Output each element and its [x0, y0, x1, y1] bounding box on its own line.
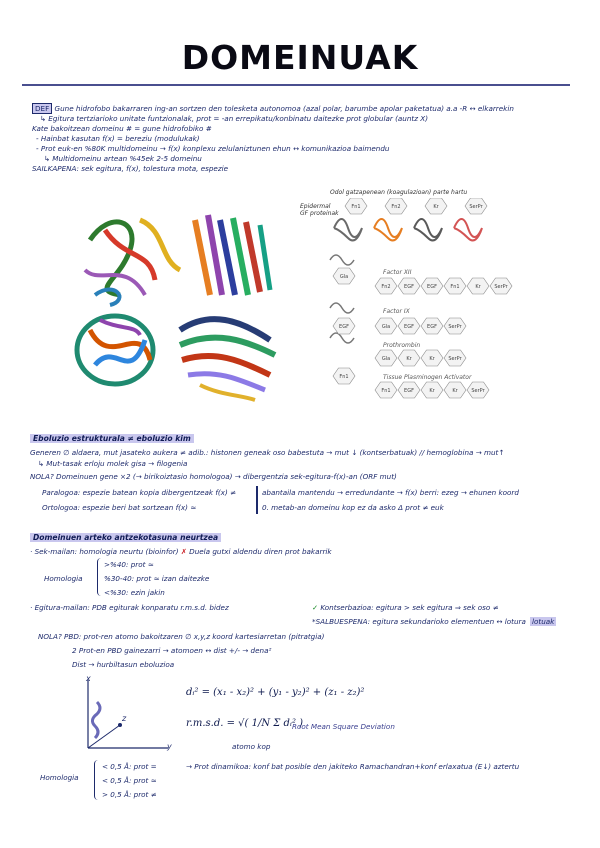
bracket-divider [256, 486, 258, 514]
tpa-label: Tissue Plasminogen Activator [383, 374, 472, 381]
atom-kop-label: atomo kop [232, 742, 271, 751]
nola-line-2: 2 Prot-en PBD gainezarri → atomoen ↔ dist +/- → dena² [72, 646, 272, 655]
coag-domain-hex [398, 278, 420, 294]
axis-z-label: z [122, 714, 127, 723]
prothrombin-label: Prothrombin [383, 342, 421, 349]
salbuespena-text: *SALBUESPENA: egitura sekundarioko elementuen ↔ lotura [312, 617, 526, 626]
top-domain-ribbon [414, 219, 442, 240]
rmsd-lhs: r.m.s.d. = [186, 718, 235, 729]
svg-text:Kr: Kr [429, 388, 435, 394]
coag-domain-hex [398, 382, 420, 398]
svg-text:Gla: Gla [381, 324, 391, 330]
svg-text:Kr: Kr [429, 356, 435, 362]
svg-text:SerPr: SerPr [469, 204, 483, 210]
svg-text:Fn1: Fn1 [339, 374, 349, 380]
x-mark-icon: ✗ [180, 547, 187, 556]
svg-text:Kr: Kr [452, 388, 458, 394]
factor-ix-label: Factor IX [383, 308, 410, 315]
svg-text:Kr: Kr [433, 204, 439, 210]
coag-domain-hex [467, 382, 489, 398]
salbuespena-highlight: lotuak [532, 617, 555, 626]
rmsd-range-1: < 0,5 Å: prot = [102, 762, 157, 771]
top-domain-hex [345, 198, 367, 214]
protein-ribbon-figures [70, 200, 290, 410]
rmsd-formula [186, 718, 303, 729]
side-domain-hex [333, 318, 355, 334]
intro-line-1 [32, 104, 514, 113]
struct-level-text: · Egitura-mailan: PDB egiturak konparatu r.m.s.d. bidez [30, 603, 229, 612]
svg-text:Fn1: Fn1 [351, 204, 361, 210]
svg-text:EGF: EGF [404, 284, 414, 290]
evolution-right-1-text: abantaila mantendu → erredundante → f(x) berri: ezeg → ehunen koord [262, 488, 519, 497]
svg-text:Fn2: Fn2 [391, 204, 401, 210]
side-domain-ribbon [330, 333, 354, 343]
coag-domain-hex [375, 278, 397, 294]
intro-line-4: - Hainbat kasutan f(x) = bereziu (modulukak) [36, 134, 200, 143]
protein-ribbon-3 [77, 316, 153, 384]
factor-xii-label: Factor XII [383, 269, 412, 276]
coag-domain-hex [444, 382, 466, 398]
coag-domain-hex [421, 350, 443, 366]
top-domain-ribbon [374, 219, 402, 240]
svg-text:Kr: Kr [475, 284, 481, 290]
coag-domain-hex [421, 382, 443, 398]
page-title: DOMEINUAK [181, 38, 419, 77]
intro-line-7: SAILKAPENA: sek egitura, f(x), tolestura mota, espezie [32, 164, 229, 173]
seq-note: Duela gutxi aldendu diren prot bakarrik [189, 547, 332, 556]
top-domain-ribbon [334, 219, 362, 240]
svg-text:Kr: Kr [406, 356, 412, 362]
svg-text:EGF: EGF [404, 324, 414, 330]
svg-text:SerPr: SerPr [448, 356, 462, 362]
homologia2-label: Homologia [40, 773, 79, 782]
rmsd-range-2: < 0,5 Å: prot ≃ [102, 776, 157, 785]
top-domain-hex [425, 198, 447, 214]
coag-domain-hex [398, 350, 420, 366]
svg-text:Fn1: Fn1 [381, 388, 391, 394]
rmsd-range-3: > 0,5 Å: prot ≠ [102, 790, 157, 799]
protein-ribbon-4 [180, 319, 275, 400]
coag-domain-hex [421, 278, 443, 294]
seq-level-text: · Sek-mailan: homologia neurtu (bioinfor) [30, 547, 179, 556]
evolution-line-3: NOLA? Domeinuen gene ×2 (→ birikoiztasio homologoa) → dibergentzia sek-egitura-f(x)-an (ORF mut) [30, 472, 397, 481]
evolution-right-1 [262, 488, 519, 497]
homologia2-brace [94, 760, 99, 800]
homologia-range-2: %30-40: prot ≃ izan daitezke [104, 574, 210, 583]
top-domain-hex [465, 198, 487, 214]
homologia-range-1: >%40: prot ≃ [104, 560, 154, 569]
homologia-range-3: <%30: ezin jakin [104, 588, 165, 597]
paralogoa-line: Paralogoa: espezie batean kopia dibergentzeak f(x) ≠ [42, 488, 237, 497]
salbuespena-line [312, 617, 526, 626]
struct-note-line [312, 603, 499, 612]
figure-caption: Odol gatzapenean (koagulazioan) parte hartu [330, 189, 468, 196]
coag-domain-hex [444, 318, 466, 334]
svg-text:EGF: EGF [339, 324, 349, 330]
coag-domain-hex [467, 278, 489, 294]
svg-text:EGF: EGF [404, 388, 414, 394]
coag-domain-hex [398, 318, 420, 334]
svg-text:EGF: EGF [427, 324, 437, 330]
struct-note: Kontserbazioa: egitura > sek egitura ⇒ sek oso ≠ [320, 603, 499, 612]
svg-text:EGF: EGF [427, 284, 437, 290]
side-domain-hex [333, 368, 355, 384]
side-domain-hex [333, 268, 355, 284]
axis-y-label: y [167, 742, 172, 751]
side-domain-ribbon [330, 303, 354, 313]
svg-text:SerPr: SerPr [471, 388, 485, 394]
homologia-brace [97, 558, 102, 596]
side-domain-ribbon [330, 255, 354, 265]
protein-ribbon-2 [195, 215, 270, 295]
svg-text:SerPr: SerPr [494, 284, 508, 290]
top-domain-ribbon [454, 219, 482, 240]
nola-line-3: Dist → hurbiltasun eboluzioa [72, 660, 175, 669]
ortologoa-line: Ortologoa: espezie beri bat sortzean f(x) ≃ [42, 503, 197, 512]
evolution-header: Eboluzio estrukturala ≠ eboluzio kim [30, 434, 194, 443]
svg-text:SerPr: SerPr [448, 324, 462, 330]
coag-domain-hex [375, 318, 397, 334]
check-mark-icon: ✓ [312, 603, 319, 612]
rmsd-note: Root Mean Square Deviation [292, 722, 395, 731]
svg-text:Gla: Gla [381, 356, 391, 362]
svg-text:Fn1: Fn1 [450, 284, 460, 290]
comparison-header: Domeinuen arteko antzekotasuna neurtzea [30, 533, 221, 542]
title-underline [22, 84, 570, 86]
rmsd-rhs: √( 1/N Σ dᵢ² ) [238, 718, 304, 729]
coag-domain-hex [444, 350, 466, 366]
axis-sketch [50, 670, 180, 760]
intro-line-2: ↳ Egitura tertziarioko unitate funtzionalak, prot = -an errepikatu/konbinatu daitezke prot globular (auntz X) [40, 114, 429, 123]
coag-domain-hex [444, 278, 466, 294]
intro-line-3: Kate bakoitzean domeinu # = gune hidrofobiko # [32, 124, 212, 133]
evolution-line-1: Generen ∅ aldaera, mut jasateko aukera ≠ adib.: histonen geneak oso babestuta → mut ↓ (kontserbatuak) // hemoglobina → mut↑ [30, 448, 505, 457]
intro-line-5: - Prot euk-en %80K multidomeinu → f(x) konplexu zelulaniztunen ehun ↔ komunikazioa baimendu [36, 144, 390, 153]
intro-text-1: Gune hidrofobo bakarraren ing-an sortzen den tolesketa autonomoa (azal polar, barumbe apolar paketatua) a.a -R ↔ elkarrekin [54, 104, 514, 113]
rmsd-range-1-note: → Prot dinamikoa: konf bat posible den jakiteko Ramachandran+konf erlaxatua (E↓) aztertu [186, 762, 520, 771]
evolution-right-2: 0. metab-an domeinu kop ez da asko Δ prot ≠ euk [262, 503, 444, 512]
top-domain-hex [385, 198, 407, 214]
seq-level-line [30, 547, 332, 556]
svg-text:Fn2: Fn2 [381, 284, 391, 290]
protein-ribbon-1 [85, 220, 180, 305]
struct-level-line [30, 603, 229, 612]
coag-domain-hex [421, 318, 443, 334]
homologia-label: Homologia [44, 574, 83, 583]
svg-text:Gla: Gla [339, 274, 349, 280]
nola-line-1: NOLA? PBD: prot-ren atomo bakoitzaren ∅ x,y,z koord kartesiarretan (pitratgia) [38, 632, 325, 641]
coag-domain-hex [490, 278, 512, 294]
axis-x-label: x [86, 674, 91, 683]
coag-domain-hex [375, 350, 397, 366]
distance-formula: dᵢ² = (x₁ - x₂)² + (y₁ - y₂)² + (z₁ - z₂)² [186, 687, 365, 698]
def-tag: DEF [32, 103, 52, 114]
intro-line-6: ↳ Multidomeinu artean %45ek 2-5 domeinu [44, 154, 202, 163]
figure-left-label: Epidermal GF proteinak [300, 203, 339, 217]
coag-domain-hex [375, 382, 397, 398]
evolution-line-2: ↳ Mut-tasak erloju molek gisa → filogenia [38, 459, 188, 468]
